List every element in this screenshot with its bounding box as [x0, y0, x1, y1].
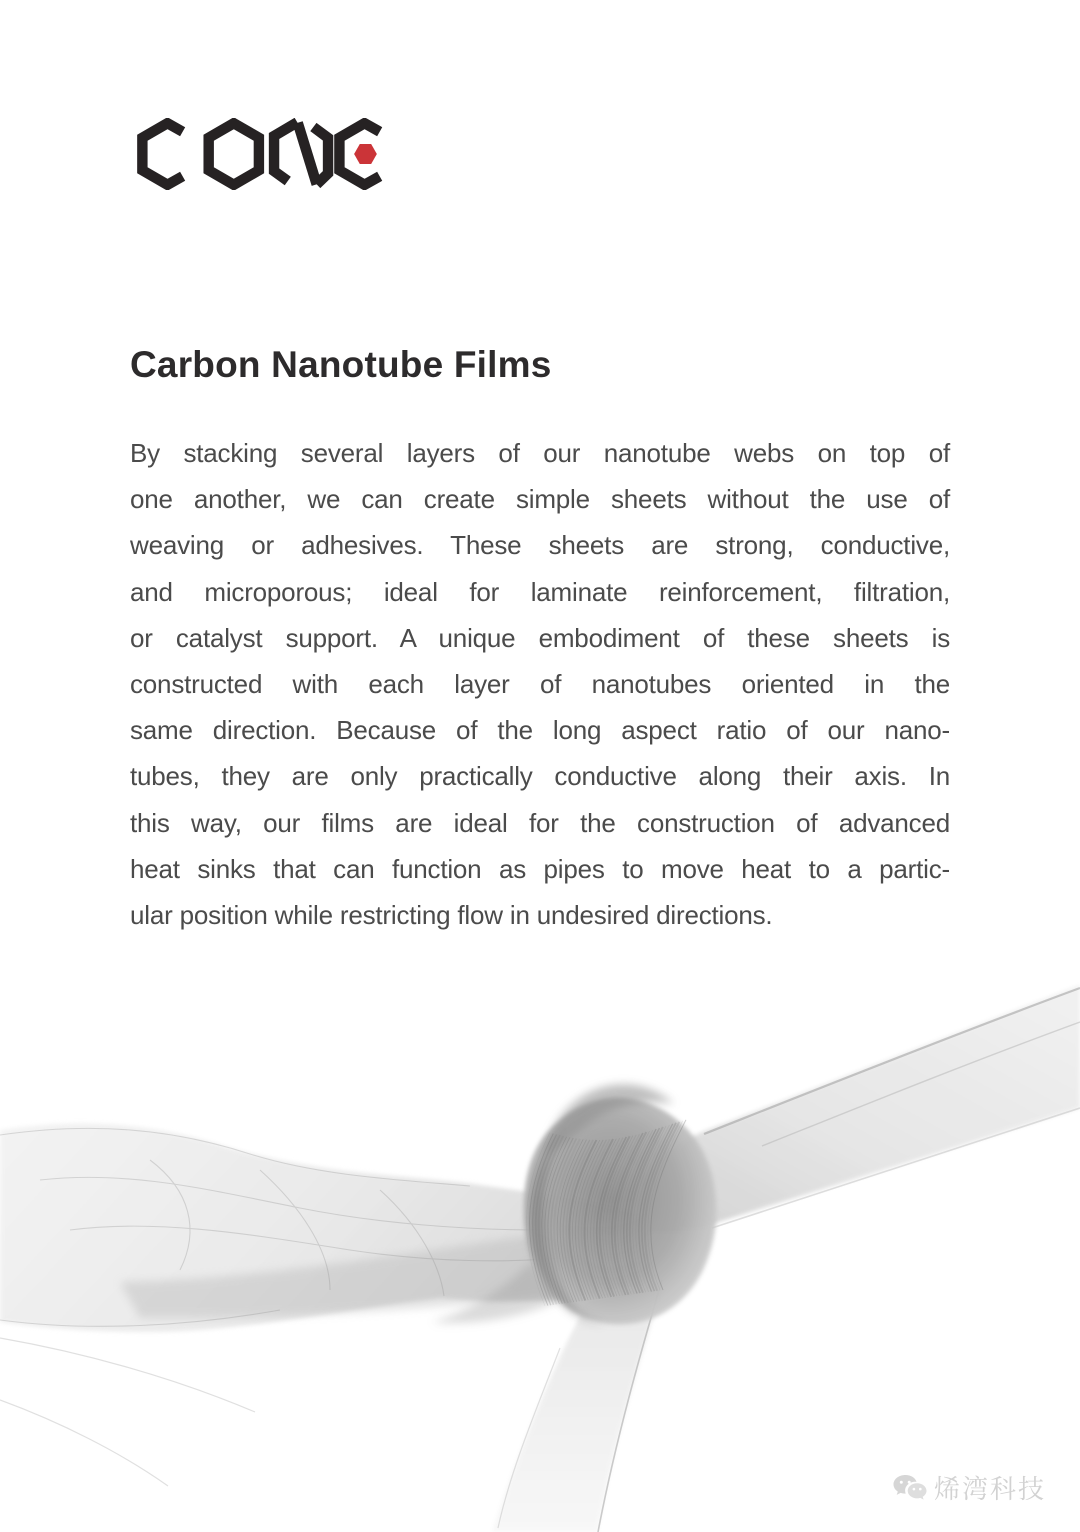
paragraph-line: this way, our films are ideal for the construction of advanced — [130, 807, 950, 838]
body-paragraph — [130, 430, 950, 938]
paragraph-line: By stacking several layers of our nanotube webs on top of — [130, 438, 950, 468]
paragraph-line: tubes, they are only practically conductive along their axis. In — [130, 761, 950, 792]
watermark — [892, 1469, 1046, 1506]
nanotube-film-image — [0, 980, 1080, 1532]
logo-letter-c2 — [339, 123, 379, 185]
watermark-label: 烯湾科技 — [933, 1474, 1046, 1504]
paragraph-line: constructed with each layer of nanotubes oriented in the — [130, 669, 950, 700]
paragraph-line: and microporous; ideal for laminate reinforcement, filtration, — [130, 576, 950, 607]
conc-logo — [130, 118, 402, 190]
logo-letter-o — [209, 123, 259, 185]
paragraph-line: same direction. Because of the long aspect ratio of our nano- — [130, 715, 950, 746]
paragraph-line: one another, we can create simple sheets without the use of — [130, 484, 950, 515]
page-title: Carbon Nanotube Films — [130, 344, 552, 385]
logo-letter-c1 — [142, 123, 182, 185]
logo-letter-n — [274, 122, 328, 184]
logo-hexagon-dot — [354, 144, 377, 164]
paragraph-line: heat sinks that can function as pipes to move heat to a partic- — [130, 853, 950, 884]
paragraph-line: ular position while restricting flow in undesired directions. — [130, 900, 773, 931]
wechat-icon — [892, 1473, 928, 1503]
paragraph-line: weaving or adhesives. These sheets are strong, conductive, — [130, 530, 950, 561]
paragraph-line: or catalyst support. A unique embodiment of these sheets is — [130, 622, 950, 653]
